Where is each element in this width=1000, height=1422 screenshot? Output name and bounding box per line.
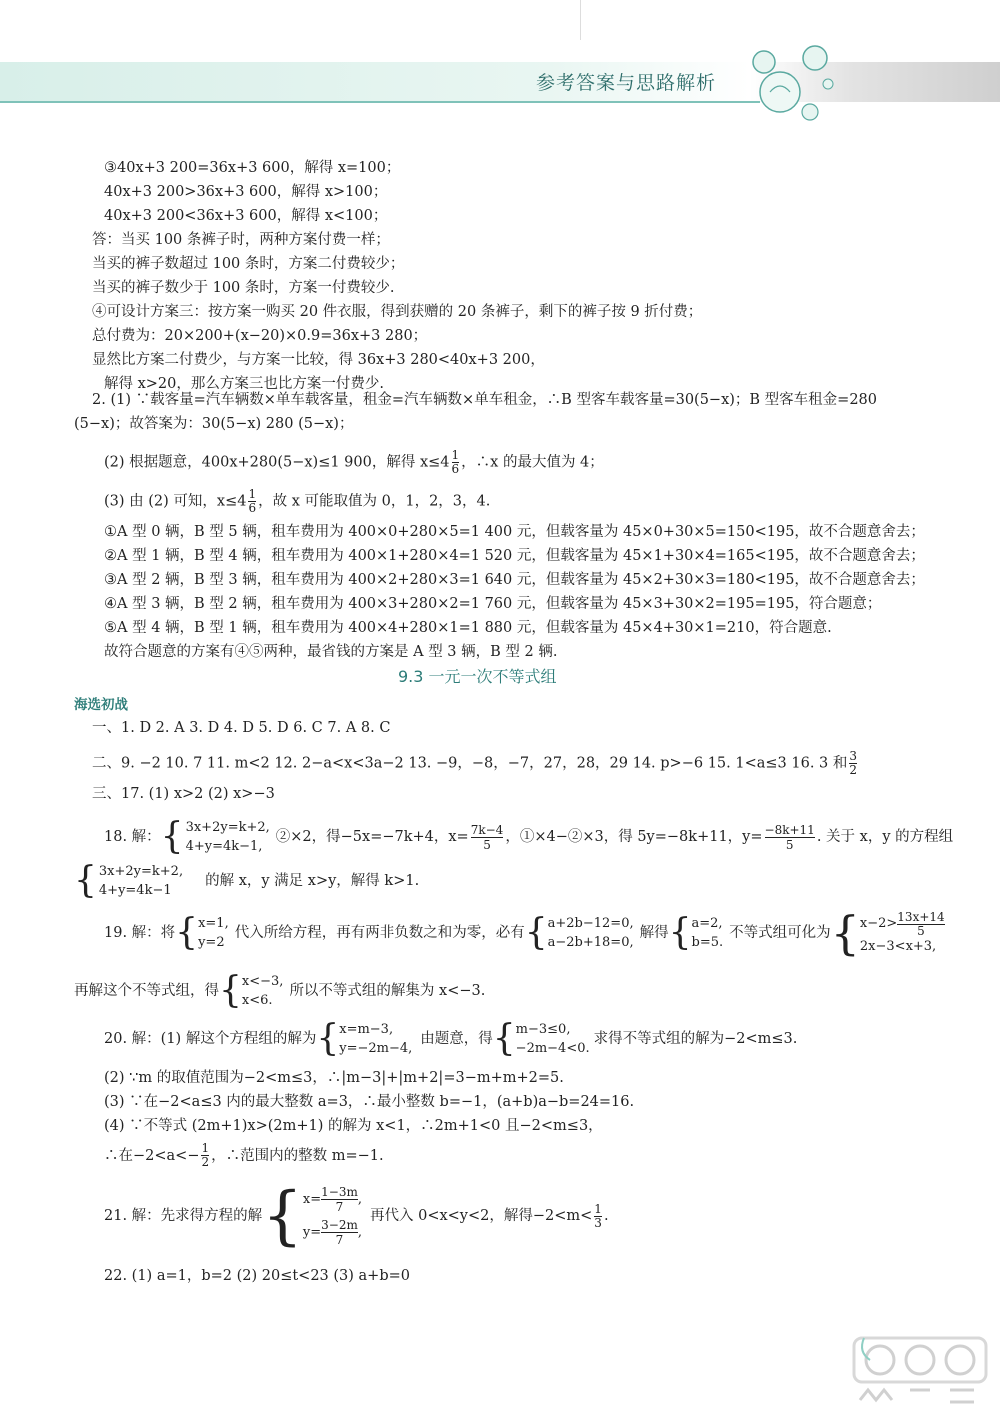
q18-tail: . 关于 x，y 的方程组: [816, 829, 954, 845]
q18-mid2: ，①×4−②×3，得 5y=−8k+11，y=: [505, 829, 763, 845]
top-line: 答：当买 100 条裤子时，两种方案付费一样；: [92, 232, 390, 248]
q21-tail2: .: [603, 1208, 609, 1224]
q19-l2a: 再解这个不等式组，得: [74, 983, 219, 999]
eq: 3x+2y=k+2,: [185, 820, 270, 835]
eq-frac: [321, 1185, 358, 1214]
eq: [303, 1218, 362, 1247]
q19-system4: [860, 911, 945, 956]
q21-system: [303, 1185, 362, 1247]
brace-icon: {: [524, 912, 548, 953]
q18-lead: 18. 解：: [104, 829, 161, 845]
eq-frac: [321, 1218, 358, 1247]
top-line: 40x+3 200>36x+3 600，解得 x>100；: [104, 184, 388, 200]
top-line: 解得 x>20，那么方案三也比方案一付费少.: [104, 376, 384, 392]
frac-den: 7: [335, 1233, 344, 1247]
brace-icon: {: [219, 970, 242, 1011]
frac-den: 5: [785, 837, 794, 852]
q19-line1: [104, 906, 945, 960]
q2-part3-fraction: [248, 488, 256, 515]
q2-part3-tail: ，故 x 可能取值为 0，1，2，3，4.: [258, 493, 491, 510]
frac-den: 7: [335, 1200, 344, 1214]
q19-system5: [242, 972, 284, 1010]
frac-num: 1: [451, 448, 460, 462]
brace-icon: {: [316, 1018, 340, 1059]
eq: x<−3,: [241, 974, 284, 989]
eq: b=5.: [691, 935, 724, 950]
q20-tail: 求得不等式组的解为−2<m≤3.: [593, 1031, 798, 1047]
brace-icon: {: [160, 816, 184, 857]
brace-icon: {: [668, 912, 692, 953]
q2-part2: [104, 449, 604, 476]
eq-frac: [897, 911, 944, 938]
eq: 4+y=4k−1: [98, 883, 172, 898]
eq: −2m−4<0.: [515, 1041, 590, 1056]
eq-left: y=: [302, 1224, 322, 1240]
frac-den: 6: [248, 501, 257, 515]
brace-icon: {: [262, 1179, 303, 1253]
q20-part2: (2) ∵m 的取值范围为−2<m≤3，∴|m−3|+|m+2|=3−m+m+2=5.: [104, 1070, 564, 1086]
q19-system2: [548, 914, 634, 952]
frac-num: 1: [201, 1141, 210, 1155]
q20-p5b: ，∴范围内的整数 m=−1.: [211, 1147, 384, 1164]
eq: 2x−3<x+3,: [859, 938, 937, 954]
brace-icon: {: [830, 906, 860, 960]
eq-comma: ,: [357, 1224, 362, 1240]
answers-part-one: 一、1. D 2. A 3. D 4. D 5. D 6. C 7. A 8. C: [92, 720, 391, 736]
brace-icon: {: [175, 912, 199, 953]
eq: [303, 1185, 362, 1214]
eq: x=m−3,: [339, 1022, 394, 1037]
q2-part2-fraction: [452, 449, 460, 476]
frac-num: 1−3m: [321, 1185, 358, 1199]
q21-lead: 21. 解：先求得方程的解: [104, 1208, 263, 1224]
frac-num: 7k−4: [470, 822, 504, 837]
q19-lead: 19. 解：将: [104, 925, 176, 941]
q18-frac1: [471, 823, 504, 852]
top-line: ④可设计方案三：按方案一购买 20 件衣服，得到获赠的 20 条裤子，剩下的裤子按 9 折付费；: [92, 304, 703, 320]
q19-system1: [198, 914, 229, 952]
brace-icon: {: [74, 860, 97, 901]
frac-num: 3−2m: [321, 1218, 358, 1232]
eq: a=2,: [691, 916, 723, 931]
answers-part-three: 三、17. (1) x>2 (2) x>−3: [92, 786, 275, 802]
q2-part3: [104, 488, 490, 515]
frac-num: 1: [594, 1201, 602, 1216]
q19-l2b: 所以不等式组的解集为 x<−3.: [289, 983, 486, 999]
watermark-logo-icon: [850, 1330, 990, 1415]
page-header-title: 参考答案与思路解析: [536, 72, 717, 94]
answers-part-two: [92, 750, 857, 777]
q18-line1: [104, 818, 953, 856]
eq: x=1,: [198, 916, 229, 931]
answers-two-text: 二、9. −2 10. 7 11. m<2 12. 2−a<x<3a−2 13. −9，−8，−7，27，28，29 14. p>−6 15. 1<a≤3 16. 3 和: [92, 755, 848, 772]
eq: 4+y=4k−1,: [185, 839, 263, 854]
q18-line2: [74, 862, 419, 900]
eq-left: x=: [302, 1191, 322, 1207]
q20-system2: [516, 1020, 590, 1058]
eq: y=−2m−4,: [339, 1041, 413, 1056]
q18-mid: ②×2，得−5x=−7k+4，x=: [275, 829, 469, 845]
frac-den: 5: [483, 837, 491, 852]
frac-den: 3: [594, 1215, 602, 1230]
brace-icon: {: [492, 1018, 516, 1059]
eq-left: x−2>: [859, 916, 898, 931]
frac-den: 5: [917, 923, 925, 938]
q2-case-5: ⑤A 型 4 辆，B 型 1 辆，租车费用为 400×4+280×1=1 880 元，但载客量为 45×4+30×1=210，符合题意.: [104, 620, 832, 636]
frac-den: 6: [451, 462, 460, 476]
q18-system2: [99, 862, 183, 900]
q20-part3: (3) ∵在−2<a≤3 内的最大整数 a=3，∴最小整数 b=−1，(a+b)a−b=24=16.: [104, 1094, 635, 1110]
q19-mid3: 不等式组可化为: [729, 925, 831, 941]
q2-case-2: ②A 型 1 辆，B 型 4 辆，租车费用为 400×1+280×4=1 520 元，但载客量为 45×1+30×4=165<195，故不合题意舍去；: [104, 548, 925, 564]
top-line: 显然比方案二付费少，与方案一比较，得 36x+3 280<40x+3 200，: [92, 352, 545, 368]
q2-conclusion: 故符合题意的方案有④⑤两种，最省钱的方案是 A 型 3 辆，B 型 2 辆.: [104, 644, 558, 660]
answers-two-fraction: [849, 750, 857, 777]
q20-p5a: ∴在−2<a<−: [104, 1147, 200, 1164]
eq: y=2: [198, 935, 225, 950]
eq: a−2b+18=0,: [547, 935, 634, 950]
q21-frac: [594, 1203, 602, 1230]
q22-line: 22. (1) a=1，b=2 (2) 20≤t<23 (3) a+b=0: [104, 1268, 410, 1284]
subsection-title: 海选初战: [74, 697, 128, 713]
frac-num: 13x+14: [897, 909, 945, 924]
q18-frac2: [765, 823, 815, 852]
q18-system: [186, 818, 270, 856]
frac-num: −8k+11: [764, 822, 815, 837]
q20-system1: [339, 1020, 412, 1058]
q2-line2: (5−x)；故答案为：30(5−x) 280 (5−x)；: [74, 416, 354, 432]
q2-line1: 2. (1) ∵载客量=汽车辆数×单车载客量，租金=汽车辆数×单车租金，∴B 型客车载客量=30(5−x)；B 型客车租金=280: [92, 392, 878, 408]
frac-num: 3: [849, 749, 858, 763]
frac-den: 2: [849, 763, 858, 777]
q20-line1: [104, 1020, 797, 1058]
q19-line2: [74, 972, 485, 1010]
section-title: 9.3 一元一次不等式组: [398, 667, 557, 686]
q19-mid: 代入所给方程，再有两非负数之和为零，必有: [234, 925, 525, 941]
q19-mid2: 解得: [639, 925, 669, 941]
q21-line: [104, 1179, 609, 1253]
q20-lead: 20. 解：(1) 解这个方程组的解为: [104, 1031, 317, 1047]
q2-case-4: ④A 型 3 辆，B 型 2 辆，租车费用为 400×3+280×2=1 760 元，但载客量为 45×3+30×2=195=195，符合题意；: [104, 596, 882, 612]
top-line: 总付费为：20×200+(x−20)×0.9=36x+3 280；: [92, 328, 428, 344]
eq-comma: ,: [357, 1191, 362, 1207]
q2-part3-text: (3) 由 (2) 可知，x≤4: [104, 493, 247, 510]
q20-frac: [201, 1142, 209, 1169]
q2-part2-text: (2) 根据题意，400x+280(5−x)≤1 900，解得 x≤4: [104, 454, 450, 471]
eq: [860, 911, 945, 938]
q20-mid: 由题意，得: [420, 1031, 493, 1047]
frac-den: 2: [201, 1155, 210, 1169]
q19-system3: [692, 914, 724, 952]
q20-part5: [104, 1142, 384, 1169]
top-line: 当买的裤子数超过 100 条时，方案二付费较少；: [92, 256, 405, 272]
q18-tail2: 的解 x，y 满足 x>y，解得 k>1.: [205, 873, 420, 889]
eq: 3x+2y=k+2,: [98, 864, 184, 879]
eq: a+2b−12=0,: [547, 916, 634, 931]
top-line: 当买的裤子数少于 100 条时，方案一付费较少.: [92, 280, 395, 296]
frac-num: 1: [248, 487, 257, 501]
q2-case-3: ③A 型 2 辆，B 型 3 辆，租车费用为 400×2+280×3=1 640 元，但载客量为 45×2+30×3=180<195，故不合题意舍去；: [104, 572, 925, 588]
eq: x<6.: [241, 993, 273, 1008]
q2-part2-tail: ，∴x 的最大值为 4；: [461, 454, 604, 471]
q2-case-1: ①A 型 0 辆，B 型 5 辆，租车费用为 400×0+280×5=1 400 元，但载客量为 45×0+30×5=150<195，故不合题意舍去；: [104, 524, 925, 540]
top-line: ③40x+3 200=36x+3 600，解得 x=100；: [104, 160, 401, 176]
q21-tail: 再代入 0<x<y<2，解得−2<m<: [369, 1208, 593, 1224]
eq: m−3≤0,: [515, 1022, 571, 1037]
top-line: 40x+3 200<36x+3 600，解得 x<100；: [104, 208, 388, 224]
q20-part4: (4) ∵不等式 (2m+1)x>(2m+1) 的解为 x<1，∴2m+1<0 且−2<m≤3，: [104, 1118, 603, 1134]
